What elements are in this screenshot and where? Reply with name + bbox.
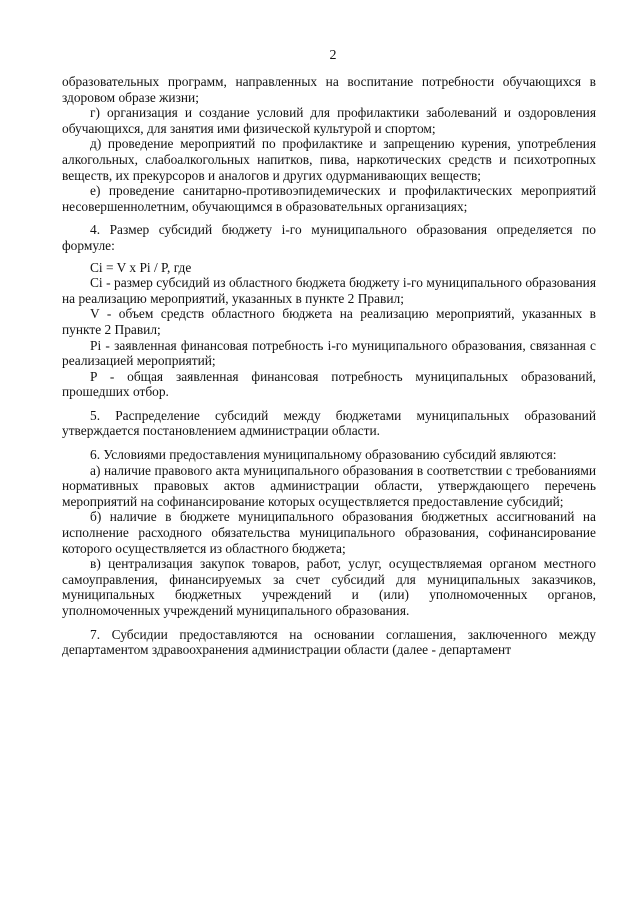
paragraph-16: 7. Субсидии предоставляются на основании соглашения, заключенного между департаментом здравоохранения администрации области (далее - департамент xyxy=(62,626,596,658)
page-number: 2 xyxy=(329,48,337,63)
paragraph-1: образовательных программ, направленных на воспитание потребности обучающихся в здоровом образе жизни; xyxy=(62,74,596,105)
paragraph-3: д) проведение мероприятий по профилактике и запрещению курения, употребления алкогольных, слабоалкогольных напитков, пива, наркотических средств и психотропных веществ, их прекурсоров и аналогов и других одурманивающих веществ; xyxy=(62,136,596,183)
paragraph-6: Ci = V x Pi / P, где xyxy=(90,259,192,275)
paragraph-7: Ci - размер субсидий из областного бюджета бюджету i-го муниципального образования на реализацию мероприятий, указанных в пункте 2 Правил; xyxy=(62,275,596,306)
paragraph-14: б) наличие в бюджете муниципального образования бюджетных ассигнований на исполнение расходного обязательства муниципального образования, софинансирование которого осуществляется из областного бюджета; xyxy=(62,509,596,556)
paragraph-11: 5. Распределение субсидий между бюджетами муниципальных образований утверждается постановлением администрации области. xyxy=(62,407,596,439)
paragraph-9: Pi - заявленная финансовая потребность i-го муниципального образования, связанная с реализацией мероприятий; xyxy=(62,337,596,369)
paragraph-13: а) наличие правового акта муниципального образования в соответствии с требованиями нормативных правовых актов администрации области, утверждающего перечень мероприятий на софинансирование которых осуществляется предоставление субсидий; xyxy=(62,462,596,509)
paragraph-2: г) организация и создание условий для профилактики заболеваний и оздоровления обучающихся, для занятия ими физической культурой и спортом; xyxy=(62,105,596,136)
paragraph-10: P - общая заявленная финансовая потребность муниципальных образований, прошедших отбор. xyxy=(62,368,596,400)
paragraph-8: V - объем средств областного бюджета на реализацию мероприятий, указанных в пункте 2 Правил; xyxy=(62,306,596,337)
paragraph-15: в) централизация закупок товаров, работ, услуг, осуществляемая органом местного самоуправления, финансируемых за счет субсидий для муниципальных заказчиков, муниципальных бюджетных учреждений и (или) уполномоченных органов, уполномоченных учреждений муниципального образования. xyxy=(62,556,596,618)
paragraph-4: е) проведение санитарно-противоэпидемических и профилактических мероприятий несовершеннолетним, обучающимся в образовательных организациях; xyxy=(62,183,596,214)
paragraph-12: 6. Условиями предоставления муниципальному образованию субсидий являются: xyxy=(90,447,557,463)
document-body xyxy=(62,74,596,658)
paragraph-5: 4. Размер субсидий бюджету i-го муниципального образования определяется по формуле: xyxy=(62,222,596,253)
